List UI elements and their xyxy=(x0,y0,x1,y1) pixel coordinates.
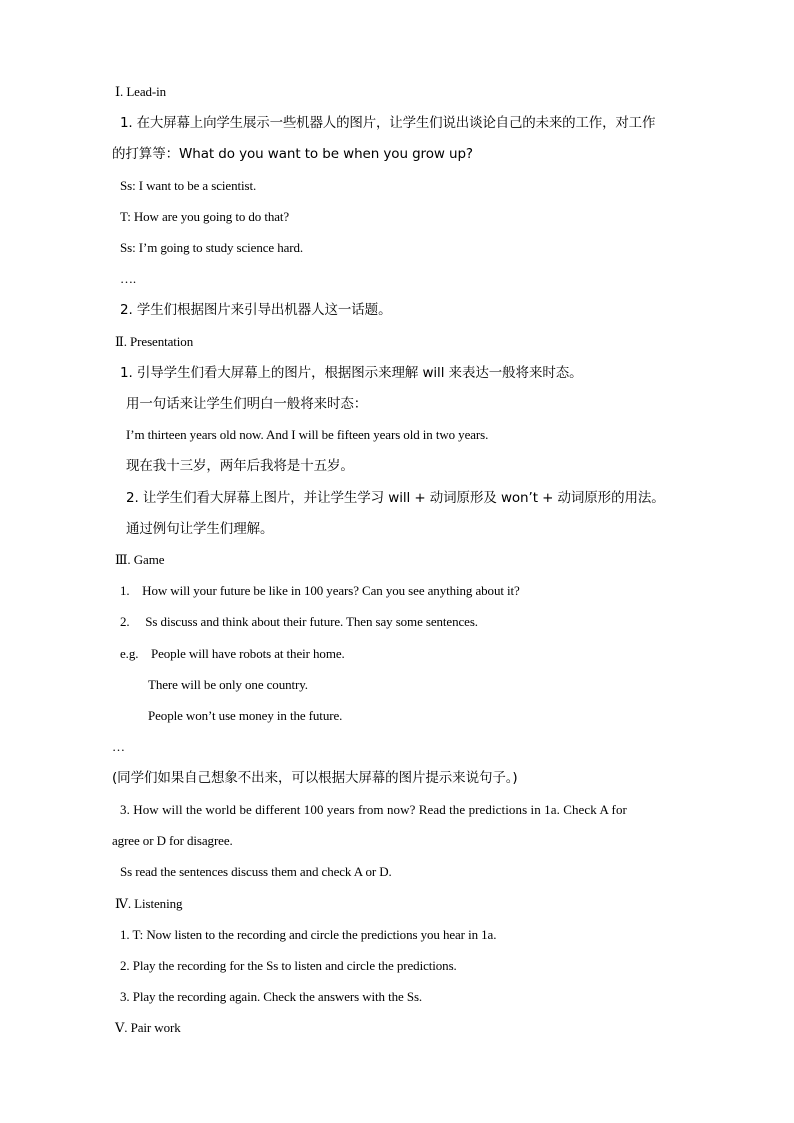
ellipsis: …. xyxy=(120,271,137,286)
heading-pair-work: Ⅴ. Pair work xyxy=(115,1020,181,1035)
lead-in-step-1-cont: 的打算等：What do you want to be when you grow up? xyxy=(112,146,473,162)
example-line: There will be only one country. xyxy=(148,677,308,692)
dialogue-line: T: How are you going to do that? xyxy=(120,209,290,224)
presentation-step-2-cont: 通过例句让学生们理解。 xyxy=(126,521,274,537)
presentation-note: 用一句话来让学生们明白一般将来时态： xyxy=(126,396,368,412)
game-step-1: 1. How will your future be like in 100 years? Can you see anything about it? xyxy=(120,583,520,598)
listening-step-3: 3. Play the recording again. Check the answers with the Ss. xyxy=(120,989,423,1004)
game-step-3-note: Ss read the sentences discuss them and check A or D. xyxy=(120,864,392,879)
example-sentence: I’m thirteen years old now. And I will be fifteen years old in two years. xyxy=(126,427,489,442)
listening-step-1: 1. T: Now listen to the recording and circle the predictions you hear in 1a. xyxy=(120,927,497,942)
dialogue-line: Ss: I want to be a scientist. xyxy=(120,178,257,193)
heading-game: Ⅲ. Game xyxy=(115,552,165,567)
dialogue-line: Ss: I’m going to study science hard. xyxy=(120,240,304,255)
heading-lead-in: Ⅰ. Lead-in xyxy=(115,84,167,99)
game-step-3: 3. How will the world be different 100 years from now? Read the predictions in 1a. Check A for xyxy=(120,802,627,817)
presentation-step-1: 1. 引导学生们看大屏幕上的图片，根据图示来理解 will 来表达一般将来时态。 xyxy=(120,365,583,381)
lead-in-step-2: 2. 学生们根据图片来引导出机器人这一话题。 xyxy=(120,302,392,318)
listening-step-2: 2. Play the recording for the Ss to listen and circle the predictions. xyxy=(120,958,457,973)
game-step-3-cont: agree or D for disagree. xyxy=(112,833,233,848)
game-hint: (同学们如果自己想象不出来，可以根据大屏幕的图片提示来说句子。) xyxy=(112,770,518,786)
lead-in-step-1: 1. 在大屏幕上向学生展示一些机器人的图片，让学生们说出谈论自己的未来的工作，对工作 xyxy=(120,115,656,131)
example-line: People won’t use money in the future. xyxy=(148,708,343,723)
example-line: e.g. People will have robots at their home. xyxy=(120,646,345,661)
ellipsis: … xyxy=(112,739,125,754)
heading-listening: Ⅳ. Listening xyxy=(115,896,183,911)
example-translation: 现在我十三岁，两年后我将是十五岁。 xyxy=(126,458,354,474)
game-step-2: 2. Ss discuss and think about their future. Then say some sentences. xyxy=(120,614,478,629)
heading-presentation: Ⅱ. Presentation xyxy=(115,334,194,349)
presentation-step-2: 2. 让学生们看大屏幕上图片，并让学生学习 will + 动词原形及 won’t + 动词原形的用法。 xyxy=(126,490,665,506)
